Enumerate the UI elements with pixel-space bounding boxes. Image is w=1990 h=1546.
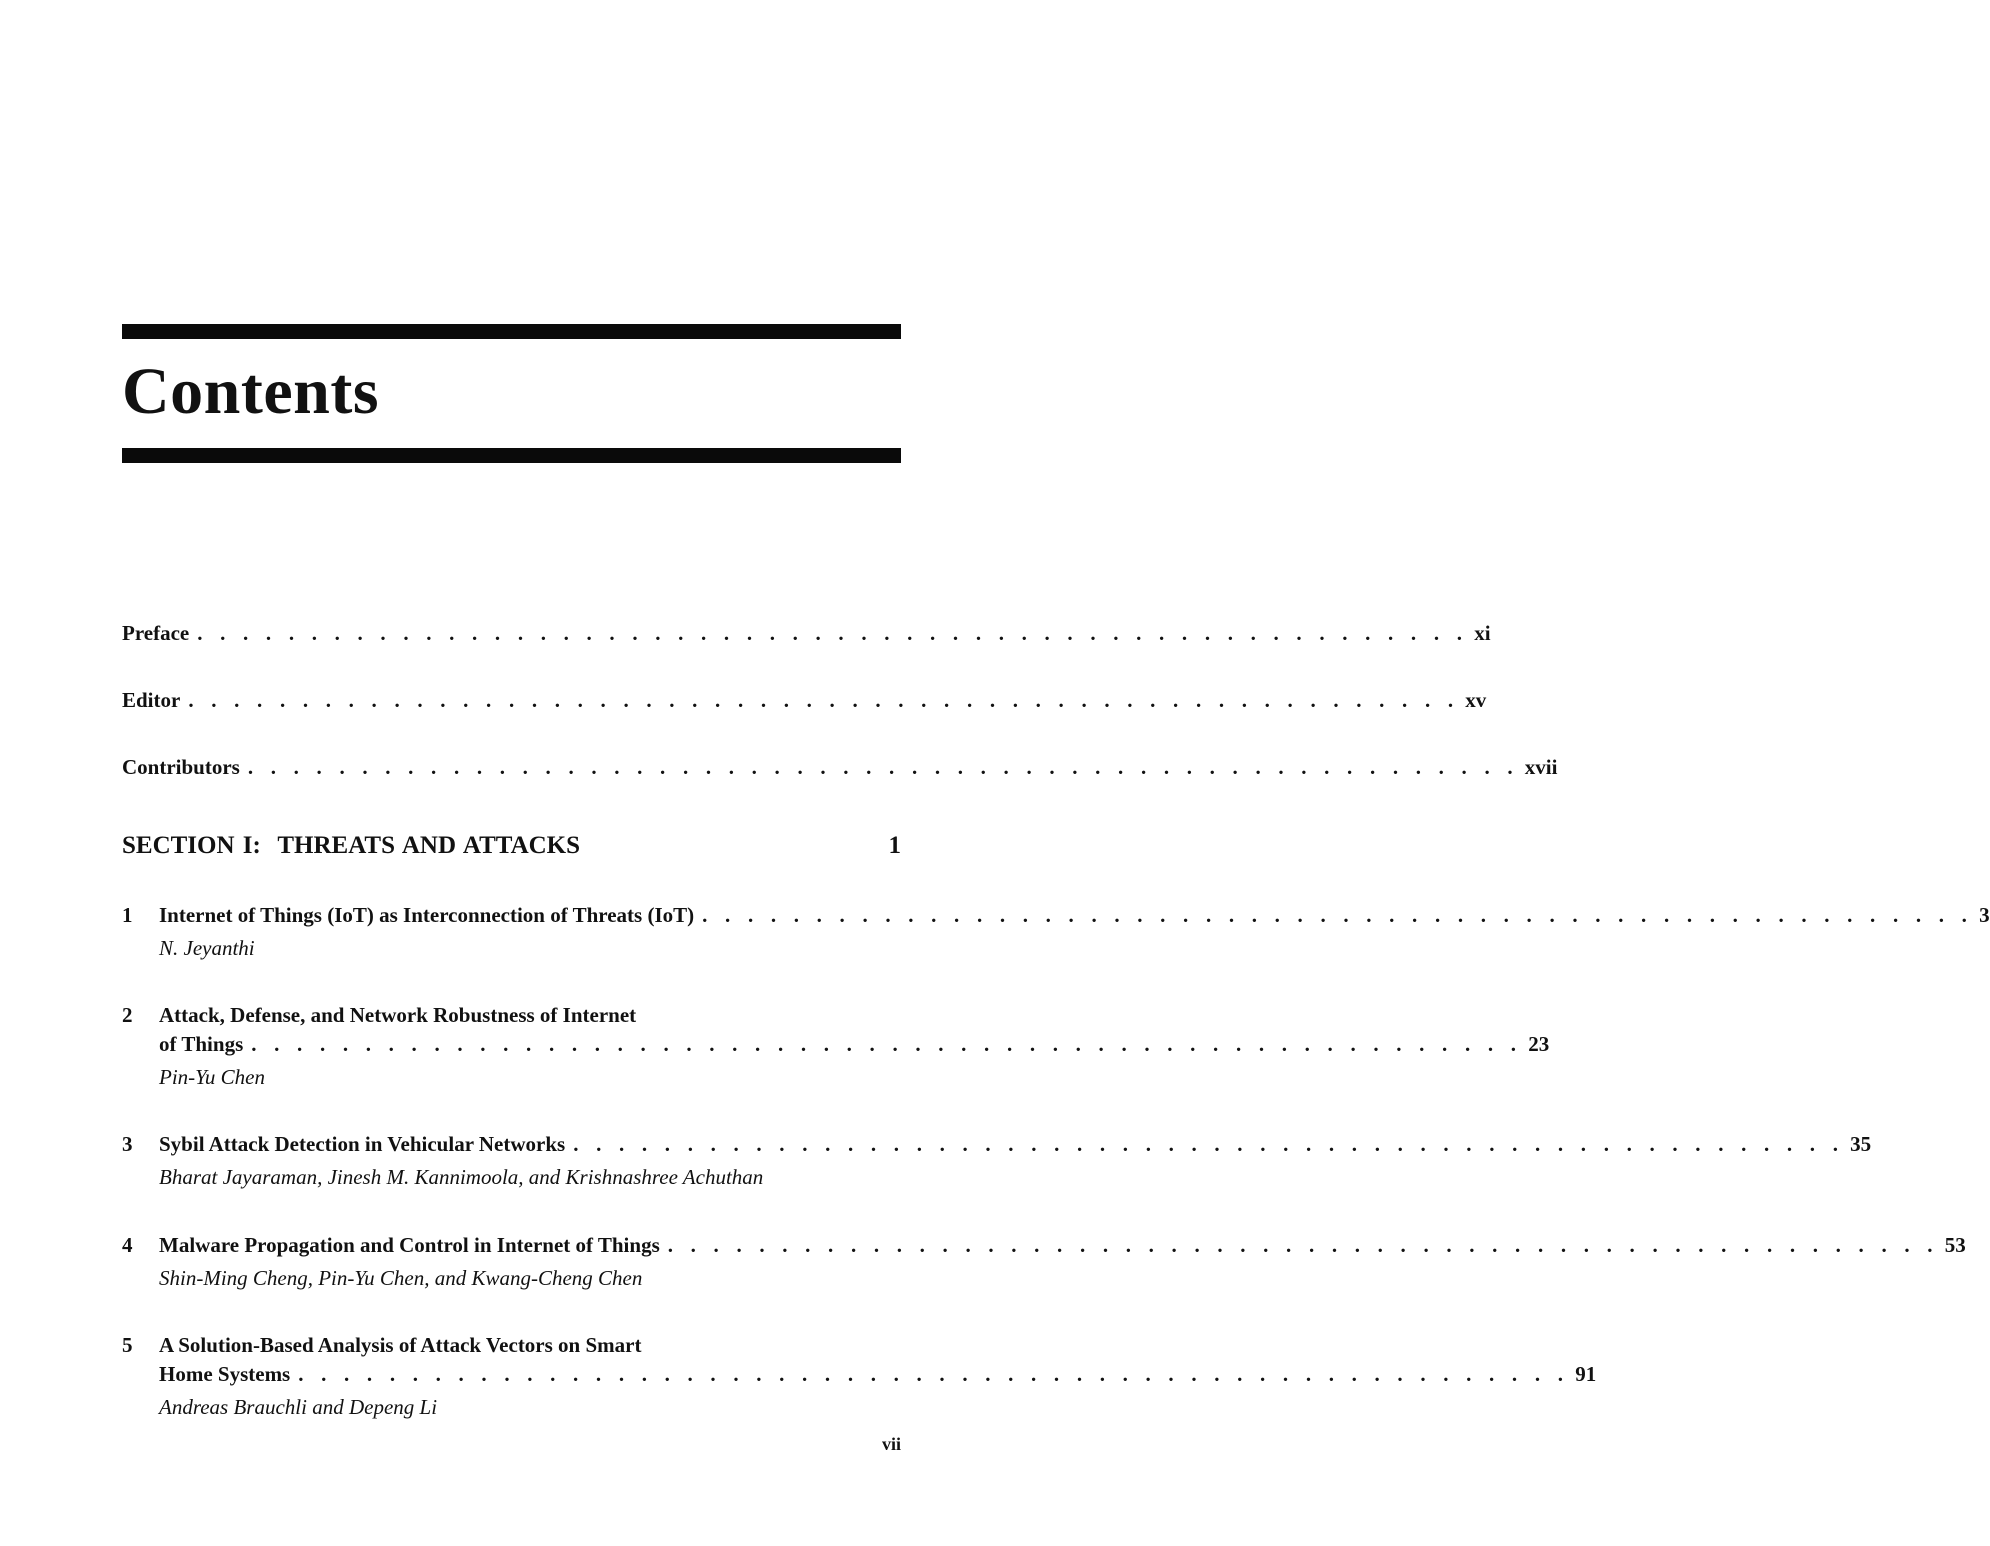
toc-chapter-1[interactable] [159,901,1990,929]
chapter-page: 53 [1944,1233,1966,1257]
toc-chapter-5[interactable] [159,1360,1597,1388]
toc-entry-title: Contributors [122,755,240,779]
chapter-title[interactable]: Attack, Defense, and Network Robustness of Internet [159,1003,637,1027]
toc-entry-page: xv [1465,688,1487,712]
dot-leader: . . . . . . . . . . . . . . . . . . . . . . . . . . . . . . . . . . . . . . . . . . . . . . . . . . . . . . . . [667,1233,1939,1257]
toc-entry-preface[interactable] [122,619,1491,647]
chapter-page: 3 [1979,903,1990,927]
chapter-number: 4 [122,1233,133,1257]
chapter-title-continued: of Things [159,1032,244,1056]
dot-leader: . . . . . . . . . . . . . . . . . . . . . . . . . . . . . . . . . . . . . . . . . . . . . . . . . . . . . . . . [197,621,1469,645]
chapter-title: Sybil Attack Detection in Vehicular Networks [159,1132,566,1156]
dot-leader: . . . . . . . . . . . . . . . . . . . . . . . . . . . . . . . . . . . . . . . . . . . . . . . . . . . . . . . . [247,755,1519,779]
toc-entry-contributors[interactable] [122,753,1558,781]
dot-leader: . . . . . . . . . . . . . . . . . . . . . . . . . . . . . . . . . . . . . . . . . . . . . . . . . . . . . . . . [251,1032,1523,1056]
section-page: 1 [888,832,901,859]
title-rule-bottom [122,448,901,463]
title-rule-top [122,324,901,339]
chapter-number: 1 [122,903,133,927]
section-label: SECTION I: THREATS AND ATTACKS [122,832,581,859]
chapter-authors: Shin-Ming Cheng, Pin-Yu Chen, and Kwang-Cheng Chen [159,1266,643,1290]
toc-section-heading[interactable] [122,830,901,862]
chapter-authors: Bharat Jayaraman, Jinesh M. Kannimoola, and Krishnashree Achuthan [159,1165,764,1189]
dot-leader: . . . . . . . . . . . . . . . . . . . . . . . . . . . . . . . . . . . . . . . . . . . . . . . . . . . . . . . . [298,1362,1570,1386]
toc-entry-title: Preface [122,621,190,645]
page-title: Contents [122,355,380,428]
chapter-authors: N. Jeyanthi [159,936,255,960]
chapter-title: Internet of Things (IoT) as Interconnection of Threats (IoT) [159,903,695,927]
toc-entry-page: xvii [1524,755,1558,779]
chapter-number: 3 [122,1132,133,1156]
chapter-number: 2 [122,1003,133,1027]
dot-leader: . . . . . . . . . . . . . . . . . . . . . . . . . . . . . . . . . . . . . . . . . . . . . . . . . . . . . . . . [702,903,1974,927]
chapter-number: 5 [122,1333,133,1357]
chapter-title-continued: Home Systems [159,1362,291,1386]
chapter-page: 35 [1850,1132,1872,1156]
page-number: vii [881,1434,901,1454]
toc-chapter-2[interactable] [159,1030,1550,1058]
dot-leader: . . . . . . . . . . . . . . . . . . . . . . . . . . . . . . . . . . . . . . . . . . . . . . . . . . . . . . . . [573,1132,1845,1156]
toc-chapter-4[interactable] [159,1231,1966,1259]
chapter-authors: Andreas Brauchli and Depeng Li [159,1395,438,1419]
dot-leader: . . . . . . . . . . . . . . . . . . . . . . . . . . . . . . . . . . . . . . . . . . . . . . . . . . . . . . . . [188,688,1460,712]
chapter-title[interactable]: A Solution-Based Analysis of Attack Vectors on Smart [159,1333,642,1357]
chapter-authors: Pin-Yu Chen [159,1065,265,1089]
toc-entry-page: xi [1474,621,1491,645]
toc-entry-title: Editor [122,688,181,712]
toc-entry-editor[interactable] [122,686,1487,714]
toc-chapter-3[interactable] [159,1130,1872,1158]
chapter-page: 91 [1575,1362,1597,1386]
chapter-title: Malware Propagation and Control in Internet of Things [159,1233,660,1257]
chapter-page: 23 [1528,1032,1550,1056]
